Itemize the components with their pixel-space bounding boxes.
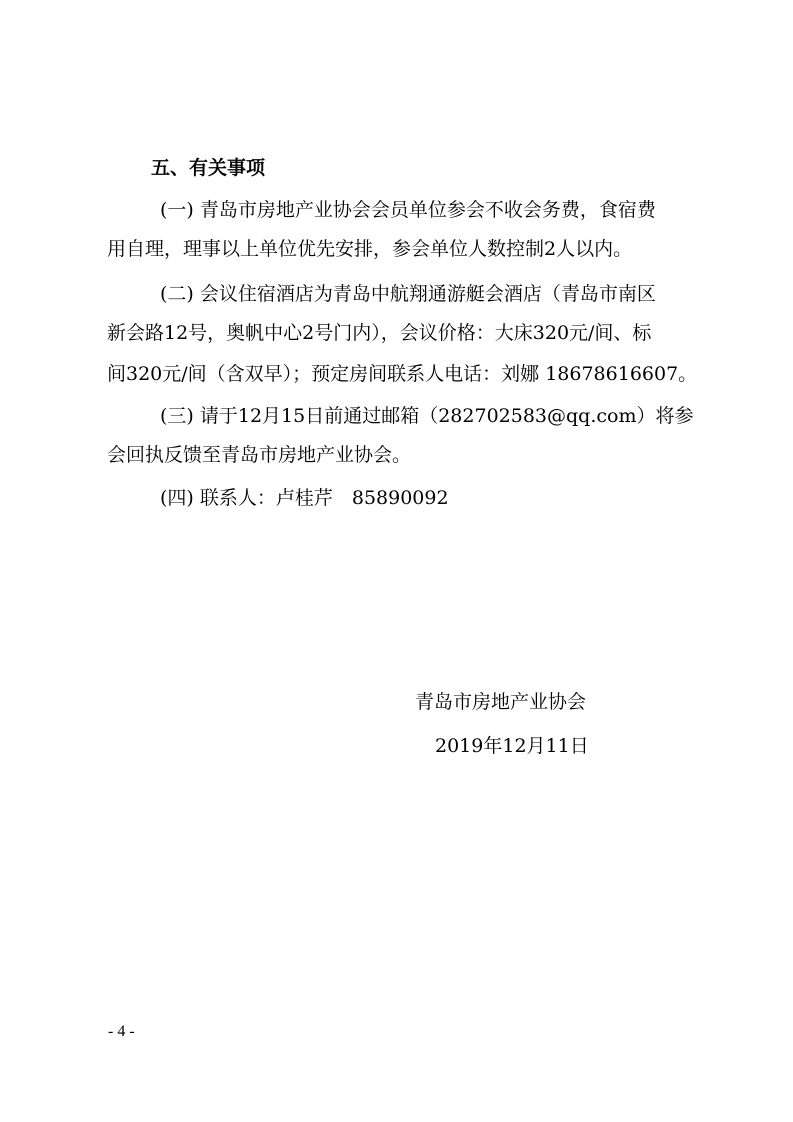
item-3-line-1: (三) 请于12月15日前通过邮箱（282702583@qq.com）将参 <box>160 405 694 427</box>
page-number: - 4 - <box>108 1023 135 1040</box>
signature-date: 2019年12月11日 <box>435 735 589 757</box>
item-2-line-3: 间320元/间（含双早）；预定房间联系人电话：刘娜 18678616607。 <box>107 363 698 385</box>
signature-organization: 青岛市房地产业协会 <box>415 691 587 713</box>
section-heading: 五、有关事项 <box>151 157 266 179</box>
item-2-line-2: 新会路12号，奥帆中心2号门内），会议价格：大床320元/间、标 <box>107 322 652 344</box>
item-1-line-1: (一) 青岛市房地产业协会会员单位参会不收会务费，食宿费 <box>160 199 656 221</box>
item-4-line-1: (四) 联系人：卢桂芹 85890092 <box>160 487 449 509</box>
item-2-line-1: (二) 会议住宿酒店为青岛中航翔通游艇会酒店（青岛市南区 <box>160 283 656 305</box>
item-3-line-2: 会回执反馈至青岛市房地产业协会。 <box>107 444 412 466</box>
item-1-line-2: 用自理，理事以上单位优先安排，参会单位人数控制2人以内。 <box>107 238 633 260</box>
